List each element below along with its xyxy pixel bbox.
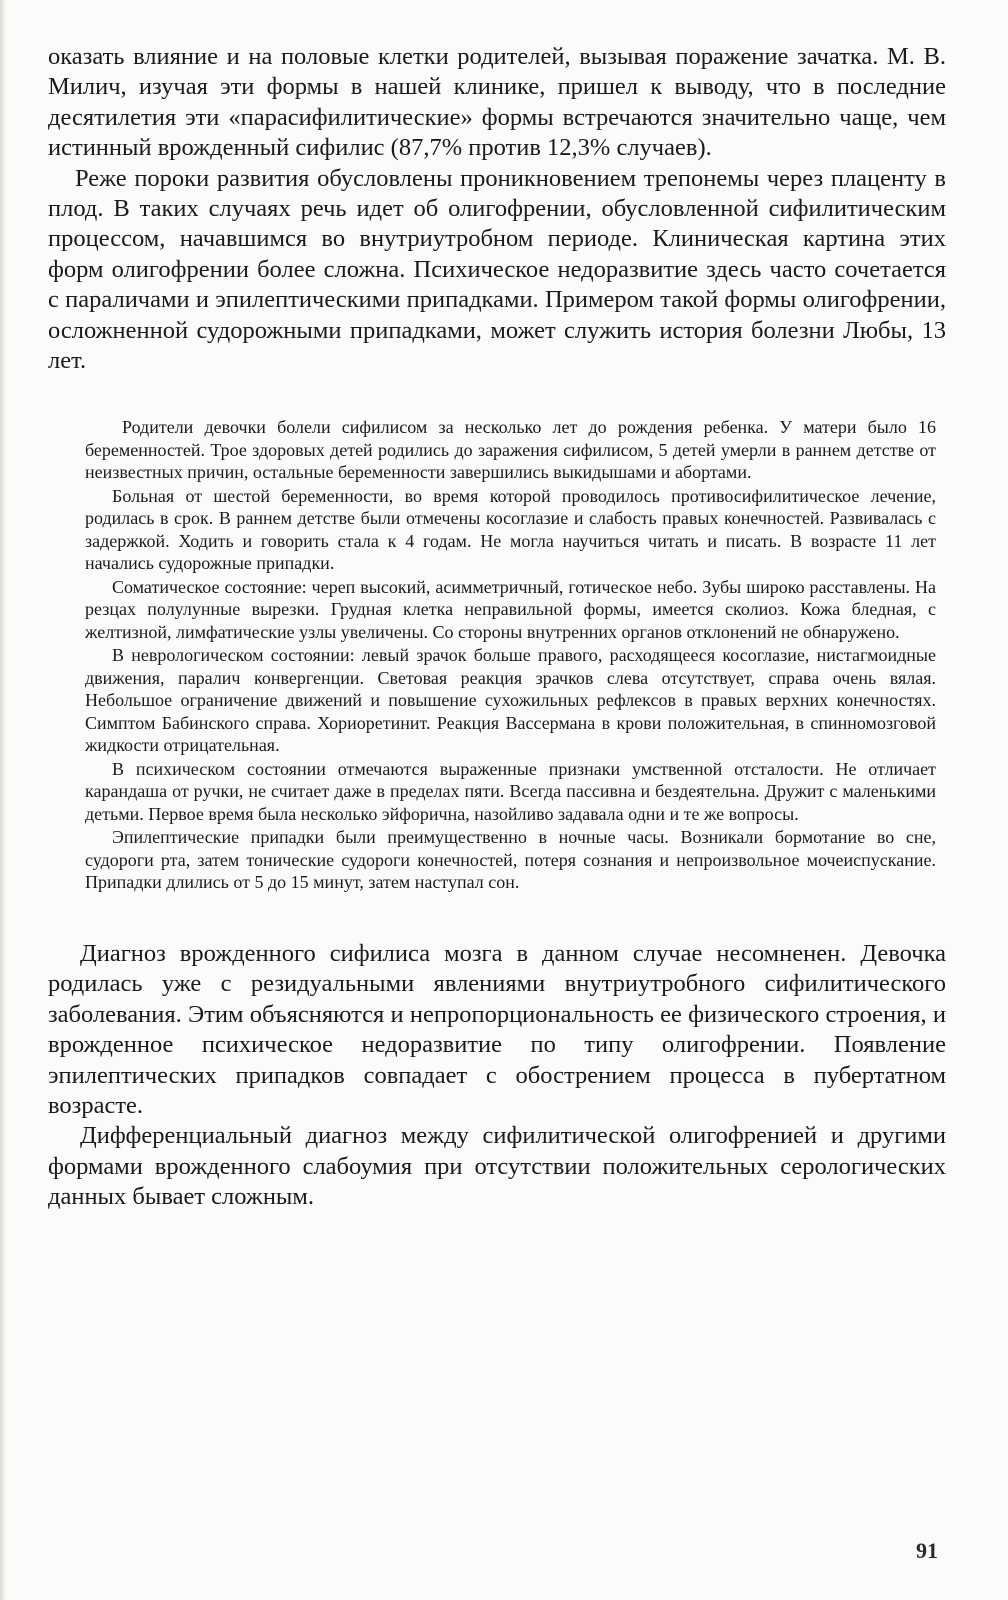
case-paragraph-seizures: Эпилептические припадки были преимущественно в ночные часы. Возникали бормотание во сне, судороги рта, затем тонические судороги конечностей, потеря сознания и непроизвольное мочеиспускание. Припадки длились от 5 до 15 минут, затем наступал сон. bbox=[85, 827, 936, 893]
case-paragraph-neurological: В неврологическом состоянии: левый зрачок больше правого, расходящееся косоглазие, нистагмоидные движения, паралич конвергенции. Световая реакция зрачков слева отсутствует, справа очень вялая. Небольшое ограничение движений и повышение сухожильных рефлексов в правых верхних конечностях. Симптом Бабинского справа. Хориоретинит. Реакция Вассермана в крови положительная, в спинномозговой жидкости отрицательная. bbox=[85, 645, 936, 756]
case-paragraph-psychic: В психическом состоянии отмечаются выраженные признаки умственной отсталости. Не отличает карандаша от ручки, не считает даже в пределах пяти. Всегда пассивна и бездеятельна. Дружит с маленькими детьми. Первое время была несколько эйфорична, назойливо задавала одни и те же вопросы. bbox=[85, 758, 936, 824]
case-history bbox=[48, 416, 946, 894]
paragraph-treponema: Реже пороки развития обусловлены проникновением трепонемы через плаценту в плод. В таких случаях речь идет об олигофрении, обусловленной сифилитическим процессом, начавшимся во внутриутробном периоде. Клиническая картина этих форм олигофрении более сложна. Психическое недоразвитие здесь часто сочетается с параличами и эпилептическими припадками. Примером такой формы олигофрении, осложненной судорожными припадками, может служить история болезни Любы, 13 лет. bbox=[48, 164, 946, 375]
paragraph-differential: Дифференциальный диагноз между сифилитической олигофренией и другими формами врожденного слабоумия при отсутствии положительных серологических данных бывает сложным. bbox=[48, 1122, 946, 1211]
main-text-bottom bbox=[48, 939, 946, 1213]
main-text-top bbox=[48, 42, 946, 376]
scan-spine-shadow bbox=[0, 0, 6, 1600]
page-number: 91 bbox=[916, 1538, 938, 1563]
case-paragraph-development: Больная от шестой беременности, во время которой проводилось противосифилитическое лечение, родилась в срок. В раннем детстве были отмечены косоглазие и слабость правых конечностей. Развивалась с задержкой. Ходить и говорить стала к 4 годам. Не могла научиться читать и писать. В возрасте 11 лет начались судорожные припадки. bbox=[85, 485, 936, 574]
case-paragraph-anamnesis: Родители девочки болели сифилисом за несколько лет до рождения ребенка. У матери было 16 беременностей. Трое здоровых детей родились до заражения сифилисом, 5 детей умерли в раннем детстве от неизвестных причин, остальные беременности завершились выкидышами и абортами. bbox=[85, 417, 936, 483]
book-page bbox=[48, 42, 946, 1213]
paragraph-continuation: оказать влияние и на половые клетки родителей, вызывая поражение зачатка. М. В. Милич, изучая эти формы в нашей клинике, пришел к выводу, что в последние десятилетия эти «парасифилитические» формы встречаются значительно чаще, чем истинный врожденный сифилис (87,7% против 12,3% случаев). bbox=[48, 43, 946, 162]
paragraph-diagnosis: Диагноз врожденного сифилиса мозга в данном случае несомненен. Девочка родилась уже с резидуальными явлениями внутриутробного сифилитического заболевания. Этим объясняются и непропорциональность ее физического строения, и врожденное психическое недоразвитие по типу олигофрении. Появление эпилептических припадков совпадает с обострением процесса в пубертатном возрасте. bbox=[48, 939, 946, 1119]
case-paragraph-somatic: Соматическое состояние: череп высокий, асимметричный, готическое небо. Зубы широко расставлены. На резцах полулунные вырезки. Грудная клетка неправильной формы, имеется сколиоз. Кожа бледная, с желтизной, лимфатические узлы увеличены. Со стороны внутренних органов отклонений не обнаружено. bbox=[85, 576, 936, 642]
